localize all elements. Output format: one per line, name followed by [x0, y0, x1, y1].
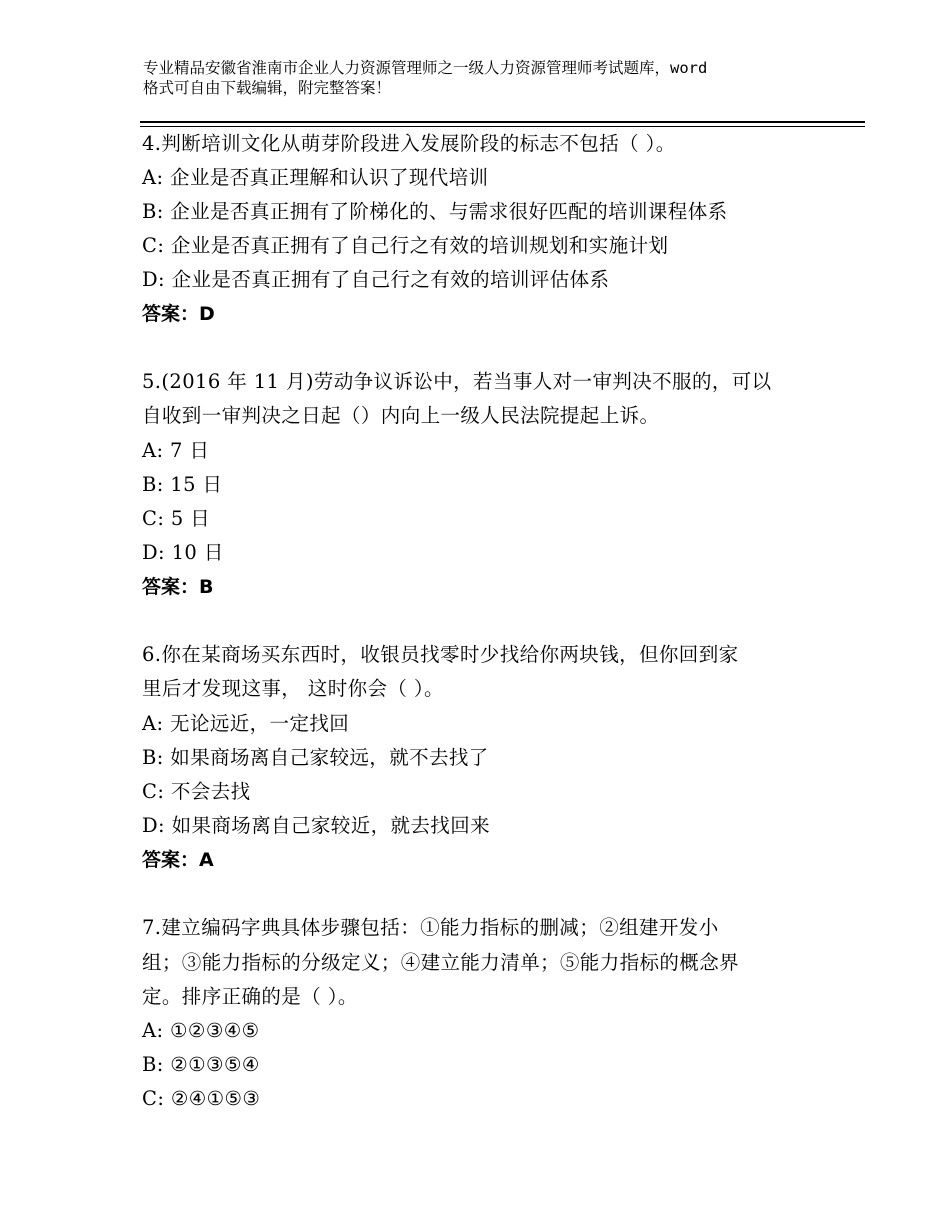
- question-4-answer: 答案：D: [142, 303, 215, 325]
- question-7-option-c: C: ②④①⑤③: [142, 1087, 261, 1110]
- question-5-option-d: D: 10 日: [142, 541, 224, 564]
- question-7-option-a: A: ①②③④⑤: [142, 1019, 260, 1042]
- question-6-option-d: D: 如果商场离自己家较近，就去找回来: [142, 814, 491, 837]
- question-5-stem-line-2: 自收到一审判决之日起（）内向上一级人民法院提起上诉。: [142, 404, 660, 427]
- document-header: [143, 58, 843, 98]
- header-divider-thick: [140, 121, 865, 123]
- question-7-option-b: B: ②①③⑤④: [142, 1053, 260, 1076]
- question-4-option-c: C: 企业是否真正拥有了自己行之有效的培训规划和实施计划: [142, 234, 669, 257]
- question-4-stem: 4.判断培训文化从萌芽阶段进入发展阶段的标志不包括（ ）。: [142, 132, 676, 155]
- question-6-option-a: A: 无论远近，一定找回: [142, 712, 350, 735]
- header-divider-thin: [140, 126, 865, 127]
- question-5-answer: 答案：B: [142, 576, 214, 598]
- question-7-stem-line-2: 组；③能力指标的分级定义；④建立能力清单；⑤能力指标的概念界: [142, 951, 740, 974]
- question-6-option-b: B: 如果商场离自己家较远，就不去找了: [142, 746, 489, 769]
- question-5-stem-line-1: 5.(2016 年 11 月)劳动争议诉讼中，若当事人对一审判决不服的，可以: [142, 370, 772, 393]
- header-line-1: 专业精品安徽省淮南市企业人力资源管理师之一级人力资源管理师考试题库，word: [143, 59, 708, 77]
- question-5-option-c: C: 5 日: [142, 507, 211, 530]
- header-line-2: 格式可自由下载编辑，附完整答案！: [143, 79, 392, 97]
- question-6-stem-line-2: 里后才发现这事， 这时你会（ ）。: [142, 677, 444, 700]
- question-4-option-a: A: 企业是否真正理解和认识了现代培训: [142, 166, 489, 189]
- question-6-option-c: C: 不会去找: [142, 780, 251, 803]
- question-6-stem-line-1: 6.你在某商场买东西时，收银员找零时少找给你两块钱，但你回到家: [142, 643, 739, 666]
- question-4-option-b: B: 企业是否真正拥有了阶梯化的、与需求很好匹配的培训课程体系: [142, 200, 728, 223]
- question-4-option-d: D: 企业是否真正拥有了自己行之有效的培训评估体系: [142, 268, 610, 291]
- question-7-stem-line-3: 定。排序正确的是（ ）。: [142, 985, 358, 1008]
- question-5-option-a: A: 7 日: [142, 439, 210, 462]
- question-7-stem-line-1: 7.建立编码字典具体步骤包括：①能力指标的删减；②组建开发小: [142, 916, 719, 939]
- question-5-option-b: B: 15 日: [142, 473, 223, 496]
- question-6-answer: 答案：A: [142, 849, 214, 871]
